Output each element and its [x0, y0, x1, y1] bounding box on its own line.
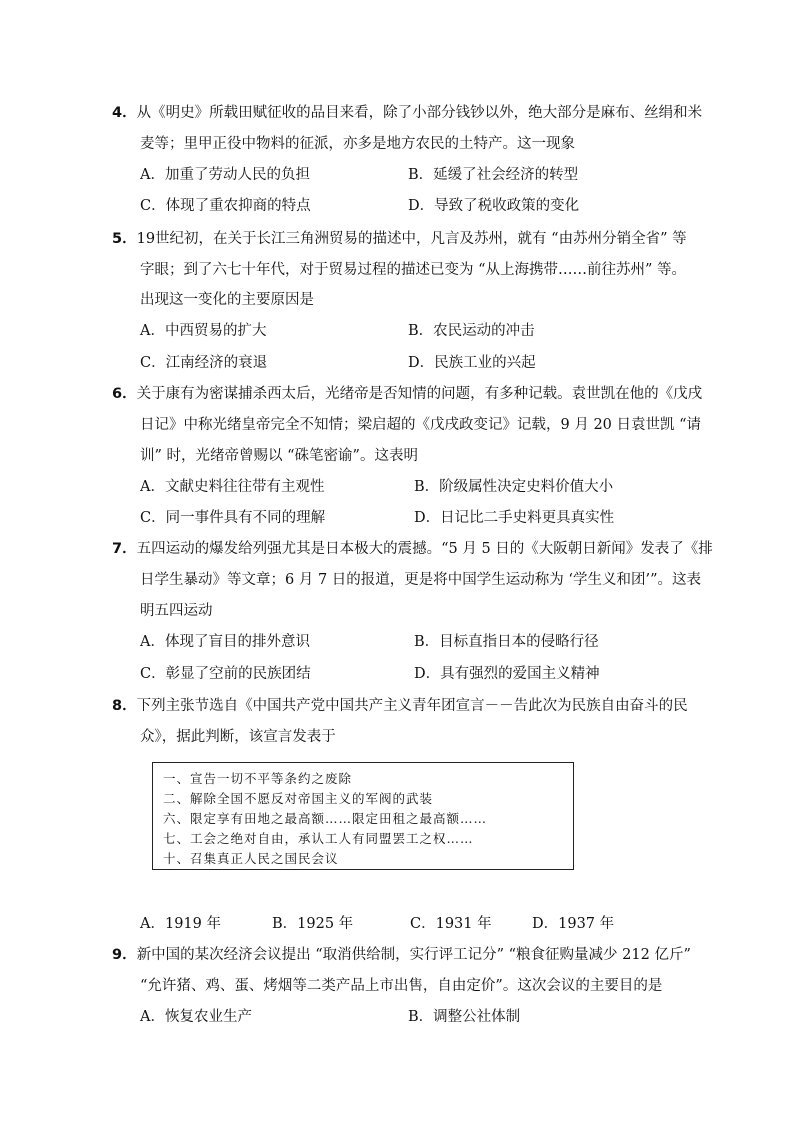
- question-stem-line: 下列主张节选自《中国共产党中国共产主义青年团宣言－－告此次为民族自由奋斗的民: [136, 698, 688, 714]
- option-d: D．1937 年: [532, 916, 615, 932]
- question-stem-line: 日记》中称光绪皇帝完全不知情；梁启超的《戊戌政变记》记载，9 月 20 日袁世凯 “请: [140, 417, 702, 433]
- question-number: 9．: [112, 947, 137, 963]
- question-stem-line: 明五四运动: [140, 603, 213, 619]
- option-a: A．加重了劳动人民的负担: [140, 167, 310, 183]
- question-number: 6．: [112, 386, 137, 402]
- question-stem-line: 训” 时，光绪帝曾赐以 “硃笔密谕”。这表明: [140, 448, 418, 464]
- excerpt-line: 一、宣告一切不平等条约之废除: [163, 771, 353, 786]
- question-number: 7．: [112, 541, 137, 557]
- question-number: 8．: [112, 698, 137, 714]
- option-a: A．体现了盲目的排外意识: [140, 634, 310, 650]
- question-stem-line: 日学生暴动》等文章；6 月 7 日的报道，更是将中国学生运动称为 ‘学生义和团’”。这表: [140, 572, 702, 588]
- option-d: D．导致了税收政策的变化: [408, 198, 580, 214]
- option-b: B．农民运动的冲击: [408, 323, 535, 339]
- option-d: D．具有强烈的爱国主义精神: [414, 666, 600, 682]
- question-stem-line: “允许猪、鸡、蛋、烤烟等二类产品上市出售，自由定价”。这次会议的主要目的是: [140, 978, 663, 994]
- question-stem-line: 19世纪初，在关于长江三角洲贸易的描述中，凡言及苏州，就有 “由苏州分销全省” 等: [136, 231, 687, 247]
- option-c: C．体现了重农抑商的特点: [140, 198, 311, 214]
- question-stem-line: 麦等；里甲正役中物料的征派，亦多是地方农民的土特产。这一现象: [140, 136, 575, 152]
- option-a: A．文献史料往往带有主观性: [140, 479, 325, 495]
- option-c: C．江南经济的衰退: [140, 355, 268, 371]
- question-stem-line: 从《明史》所载田赋征收的品目来看，除了小部分钱钞以外，绝大部分是麻布、丝绢和米: [136, 105, 703, 121]
- option-a: A．1919 年: [140, 916, 221, 932]
- option-b: B．阶级属性决定史料价值大小: [414, 479, 614, 495]
- option-c: C．同一事件具有不同的理解: [140, 510, 326, 526]
- option-d: D．民族工业的兴起: [408, 355, 536, 371]
- question-stem-line: 新中国的某次经济会议提出 “取消供给制，实行评工记分” “粮食征购量减少 212 亿斤”: [136, 947, 691, 963]
- question-stem-line: 五四运动的爆发给列强尤其是日本极大的震撼。“5 月 5 日的《大阪朝日新闻》发表了《排: [136, 541, 713, 557]
- question-number: 5．: [112, 231, 137, 247]
- question-number: 4．: [112, 105, 137, 121]
- option-a: A．恢复农业生产: [140, 1009, 252, 1025]
- excerpt-line: 六、限定享有田地之最高额……限定田租之最高额……: [163, 811, 488, 826]
- option-b: B．调整公社体制: [408, 1009, 521, 1025]
- question-stem-line: 出现这一变化的主要原因是: [140, 292, 314, 308]
- option-a: A．中西贸易的扩大: [140, 323, 267, 339]
- option-b: B．延缓了社会经济的转型: [408, 167, 579, 183]
- excerpt-line: 二、解除全国不愿反对帝国主义的军阀的武装: [163, 791, 434, 806]
- option-b: B．1925 年: [272, 916, 354, 932]
- option-b: B．目标直指日本的侵略行径: [414, 634, 599, 650]
- question-stem-line: 众》，据此判断，该宣言发表于: [140, 729, 336, 745]
- question-stem-line: 字眼；到了六七十年代，对于贸易过程的描述已变为 “从上海携带……前往苏州” 等。: [140, 262, 687, 278]
- option-c: C．1931 年: [410, 916, 492, 932]
- excerpt-box: [152, 762, 574, 870]
- excerpt-line: 七、工会之绝对自由，承认工人有同盟罢工之权……: [163, 831, 474, 846]
- option-c: C．彰显了空前的民族团结: [140, 666, 311, 682]
- question-stem-line: 关于康有为密谋捕杀西太后，光绪帝是否知情的问题，有多种记载。袁世凯在他的《戊戌: [136, 386, 703, 402]
- option-d: D．日记比二手史料更具真实性: [414, 510, 615, 526]
- excerpt-line: 十、召集真正人民之国民会议: [163, 851, 339, 866]
